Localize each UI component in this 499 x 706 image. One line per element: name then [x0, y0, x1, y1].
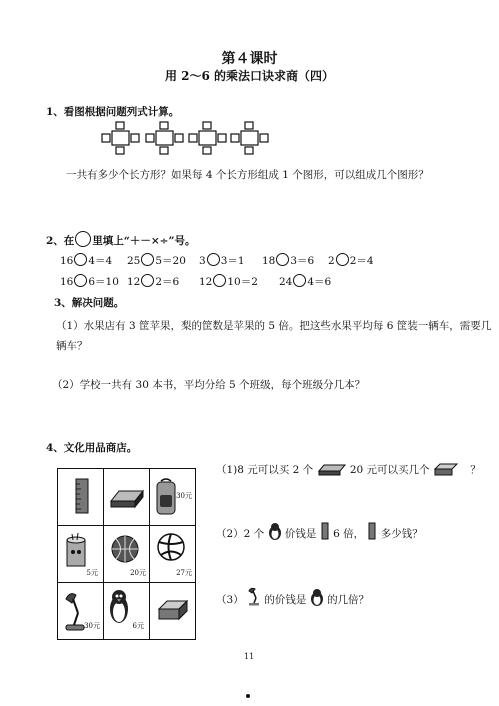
eraser-icon	[107, 481, 147, 511]
table-chairs-figure	[100, 118, 275, 158]
penguin-price: 6元	[132, 622, 144, 630]
eraser-cell	[104, 469, 150, 526]
basketball-cell	[104, 526, 150, 583]
q3-problem1-line1: （1）水果店有 3 筐苹果，梨的筐数是苹果的 5 倍。把这些水果平均每 6 筐装一辆车，需要几	[56, 320, 492, 332]
q1-question: 一共有多少个长方形？如果每 4 个长方形组成 1 个图形，可以组成几个图形？	[66, 169, 429, 181]
answer-circle[interactable]	[74, 253, 87, 266]
answer-circle[interactable]	[141, 253, 154, 266]
ruler-icon	[367, 522, 377, 540]
q4-subquestion-1: （1)8 元可以买 2 个 20 元可以买几个 ？	[216, 464, 481, 476]
pencil-case-icon	[63, 532, 89, 570]
penguin-icon	[268, 522, 282, 540]
q1-heading: 1、看图根据问题列式计算。	[46, 106, 180, 118]
q2-row1-item-2: 25 5＝20	[127, 255, 186, 267]
table-group-3	[189, 122, 226, 154]
answer-circle[interactable]	[213, 274, 226, 287]
ruler-icon	[68, 477, 94, 515]
q4-subquestion-2: （2）2 个 价钱是 6 倍， 多少钱？	[216, 522, 423, 541]
page-subtitle: 用 2～6 的乘法口诀求商（四）	[164, 69, 335, 83]
q2-heading-post: 里填上“＋－×÷”号。	[92, 235, 196, 247]
q4-subquestion-3: （3） 的价钱是 的几倍？	[216, 586, 369, 607]
volleyball-price: 27元	[176, 569, 192, 577]
volleyball-cell	[150, 526, 196, 583]
volleyball-icon	[156, 532, 186, 562]
q2-heading	[46, 231, 196, 248]
table-group-2	[146, 122, 183, 154]
backpack-cell	[150, 469, 196, 526]
page-title: 第４课时	[221, 51, 278, 67]
answer-circle[interactable]	[276, 253, 289, 266]
penguin-cell	[104, 583, 150, 640]
q2-row2-item-3: 12 10＝2	[199, 276, 258, 288]
footer-dot	[246, 694, 250, 698]
answer-circle[interactable]	[293, 274, 306, 287]
circle-icon	[75, 231, 91, 247]
q3-problem1-line2: 辆车？	[56, 340, 88, 352]
penguin-icon	[108, 587, 130, 627]
basketball-icon	[110, 534, 140, 564]
eraser-icon	[317, 462, 347, 476]
lamp-price: 30元	[84, 622, 100, 630]
shop-items-table	[57, 468, 196, 640]
basketball-price: 20元	[130, 569, 146, 577]
ruler-cell	[58, 469, 104, 526]
q3-problem2: （2）学校一共有 30 本书，平均分给 5 个班级，每个班级分几本？	[52, 379, 366, 391]
answer-circle[interactable]	[207, 253, 220, 266]
table-group-1	[102, 122, 139, 154]
pencil-case-cell	[58, 526, 104, 583]
q2-row2-item-1: 16 6＝10	[60, 276, 119, 288]
q2-row1-item-1: 16 4＝4	[60, 255, 113, 267]
pencil-sharpener-icon	[155, 595, 191, 625]
q4-heading: 4、文化用品商店。	[46, 442, 138, 454]
q2-heading-pre: 2、在	[46, 235, 75, 247]
backpack-icon	[154, 477, 178, 517]
answer-circle[interactable]	[141, 274, 154, 287]
q2-row1-item-5: 2 2＝4	[328, 255, 374, 267]
penguin-icon	[310, 588, 324, 606]
q2-row1-item-4: 18 3＝6	[262, 255, 315, 267]
pencil-sharpener-icon	[433, 462, 459, 476]
ruler-icon	[320, 522, 330, 540]
q2-row1-item-3: 3 3＝1	[199, 255, 245, 267]
pencil-case-price: 5元	[86, 569, 98, 577]
desk-lamp-icon	[247, 586, 261, 606]
answer-circle[interactable]	[74, 274, 87, 287]
q2-row2-item-4: 24 4＝6	[279, 276, 332, 288]
table-group-4	[231, 122, 268, 154]
q2-row2-item-2: 12 2＝6	[127, 276, 180, 288]
backpack-price: 30元	[176, 492, 192, 500]
page-number: 11	[244, 652, 255, 661]
answer-circle[interactable]	[336, 253, 349, 266]
pencil-sharpener-cell	[150, 583, 196, 640]
lamp-cell	[58, 583, 104, 640]
q3-heading: 3、解决问题。	[54, 297, 125, 309]
